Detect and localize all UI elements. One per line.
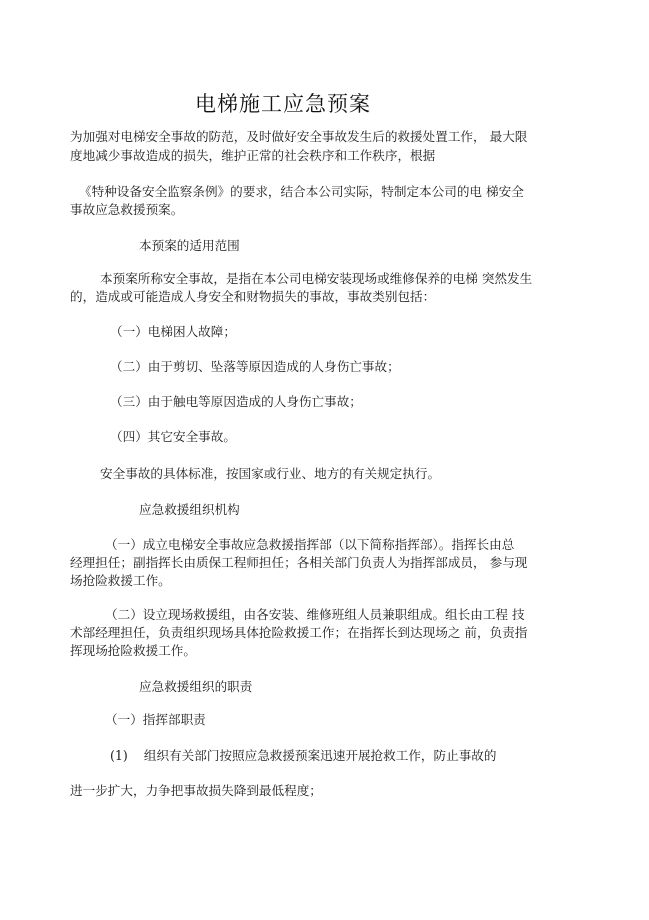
paragraph-line: 场抢险救援工作。 <box>70 573 171 588</box>
paragraph-line: 度地减少事故造成的损失，维护正常的社会秩序和工作秩序，根据 <box>70 148 436 163</box>
list-item: （三）由于触电等原因造成的人身伤亡事故； <box>110 394 362 409</box>
numbered-item: (1) 组织有关部门按照应急救援预案迅速开展抢救工作，防止事故的 <box>110 748 497 763</box>
section-heading: 应急救援组织的职责 <box>139 679 253 694</box>
paragraph-line: （一）成立电梯安全事故应急救援指挥部（以下简称指挥部）。指挥长由总 <box>105 537 515 552</box>
document-title: 电梯施工应急预案 <box>195 92 371 116</box>
paragraph-line: 的，造成或可能造成人身安全和财物损失的事故，事故类别包括： <box>70 289 436 304</box>
paragraph-line: （二）设立现场救援组，由各安装、维修班组人员兼职组成。组长由工程 技 <box>105 607 525 622</box>
list-item: （四）其它安全事故。 <box>110 429 236 444</box>
list-item: （二）由于剪切、坠落等原因造成的人身伤亡事故； <box>110 359 400 374</box>
section-heading: 应急救援组织机构 <box>139 502 240 517</box>
paragraph-line: 安全事故的具体标准，按国家或行业、地方的有关规定执行。 <box>100 466 441 481</box>
paragraph-line: 本预案所称安全事故，是指在本公司电梯安装现场或维修保养的电梯 突然发生 <box>100 271 533 286</box>
paragraph-line: 事故应急救援预案。 <box>70 202 184 217</box>
list-item: （一）电梯困人故障； <box>110 324 236 339</box>
paragraph-line: 为加强对电梯安全事故的防范，及时做好安全事故发生后的救援处置工作， 最大限 <box>70 129 528 144</box>
paragraph-line: 经理担任；副指挥长由质保工程师担任；各相关部门负责人为指挥部成员， 参与现 <box>70 555 528 570</box>
paragraph-line: 进一步扩大，力争把事故损失降到最低程度； <box>70 783 322 798</box>
paragraph-line: 《特种设备安全监察条例》的要求，结合本公司实际，特制定本公司的电 梯安全 <box>79 184 524 199</box>
paragraph-line: 术部经理担任，负责组织现场具体抢险救援工作；在指挥长到达现场之 前，负责指 <box>70 625 528 640</box>
subsection-heading: （一）指挥部职责 <box>105 712 206 727</box>
section-heading: 本预案的适用范围 <box>139 238 240 253</box>
paragraph-line: 挥现场抢险救援工作。 <box>70 643 196 658</box>
